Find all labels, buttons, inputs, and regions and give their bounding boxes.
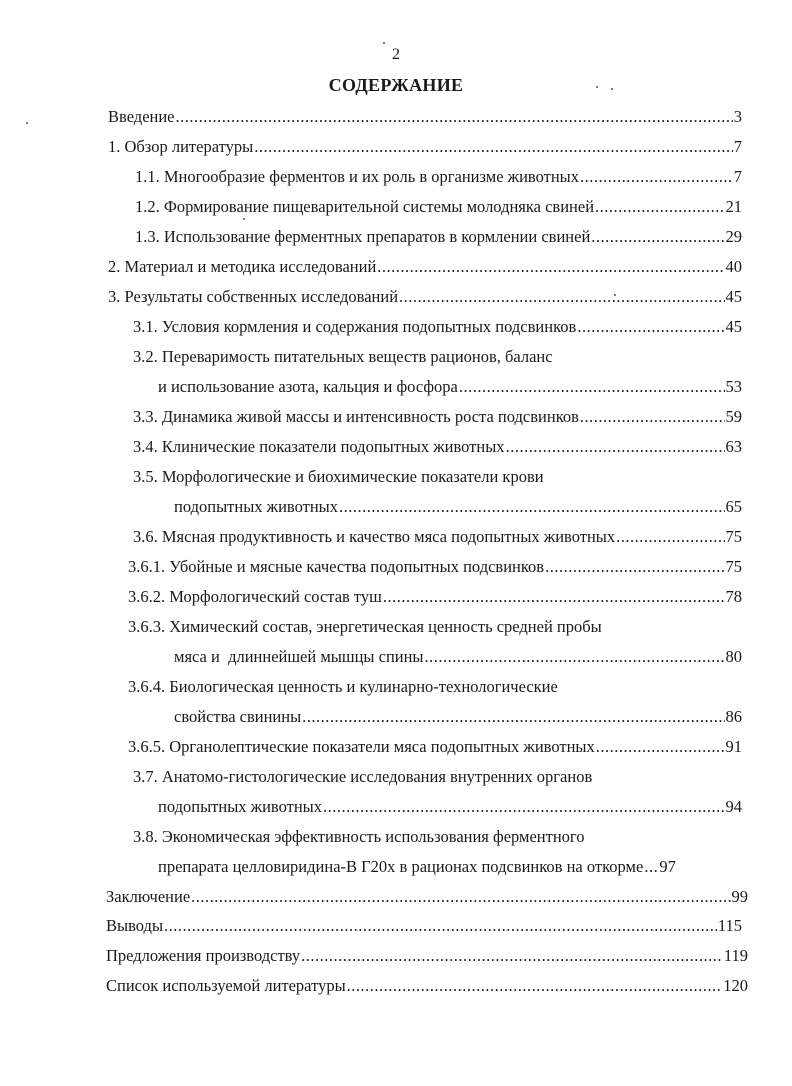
toc-entry-text: 3.1. Условия кормления и содержания подопытных подсвинков (133, 317, 577, 336)
toc-leader-dots (302, 706, 724, 728)
toc-entry-page: 99 (731, 887, 748, 906)
toc-entry (106, 886, 748, 908)
toc-entry-page: 45 (725, 287, 742, 306)
toc-entry-text: 3.6.1. Убойные и мясные качества подопытных подсвинков (128, 557, 545, 576)
toc-leader-dots (399, 286, 724, 308)
toc-entry-page: 86 (725, 707, 742, 726)
toc-entry-page: 120 (723, 976, 748, 995)
scan-speck (243, 218, 245, 220)
toc-entry-page: 91 (725, 737, 742, 756)
toc-leader-dots (377, 256, 724, 278)
toc-entry (128, 616, 742, 638)
toc-entry-text: подопытных животных (174, 497, 338, 516)
toc-entry-page: 75 (725, 527, 742, 546)
toc-entry (174, 706, 742, 728)
toc-leader-dots (301, 945, 723, 967)
toc-entry-page: 75 (725, 557, 742, 576)
toc-entry-page: 78 (725, 587, 742, 606)
toc-entry-page: 45 (725, 317, 742, 336)
toc-entry-text: 1. Обзор литературы (108, 137, 254, 156)
toc-leader-dots (254, 136, 733, 158)
page-title: СОДЕРЖАНИЕ (328, 75, 464, 95)
toc-entry (108, 136, 742, 158)
toc-leader-dots (347, 975, 723, 997)
toc-leader-dots (176, 106, 733, 128)
toc-entry (133, 766, 742, 788)
toc-entry-text: 3.5. Морфологические и биохимические показатели крови (133, 467, 544, 486)
toc-entry-page: 65 (725, 497, 742, 516)
toc-entry-text: 3.6.3. Химический состав, энергетическая ценность средней пробы (128, 617, 602, 636)
toc-entry-text: 3.8. Экономическая эффективность использования ферментного (133, 827, 585, 846)
toc-leader-dots (339, 496, 725, 518)
toc-leader-dots (616, 526, 724, 548)
toc-entry-page: 29 (725, 227, 742, 246)
toc-entry-text: и использование азота, кальция и фосфора (158, 377, 458, 396)
toc-entry (133, 436, 742, 458)
toc-leader-dots (596, 736, 725, 758)
toc-entry-text: 3.3. Динамика живой массы и интенсивность роста подсвинков (133, 407, 579, 426)
toc-entry-text: подопытных животных (158, 797, 322, 816)
toc-entry (128, 586, 742, 608)
toc-entry-text: 3.6.5. Органолептические показатели мяса подопытных животных (128, 737, 595, 756)
toc-entry-text: препарата целловиридина-В Г20х в рационах подсвинков на откорме (158, 857, 644, 876)
toc-leader-dots (595, 196, 724, 218)
toc-entry-text: 3.2. Переваримость питательных веществ рационов, баланс (133, 347, 553, 366)
toc-entry-page: 59 (725, 407, 742, 426)
toc-entry-text: 3.6.4. Биологическая ценность и кулинарно-технологические (128, 677, 558, 696)
toc-entry (106, 915, 742, 937)
toc-entry-page: 97 (659, 857, 676, 876)
toc-entry (158, 796, 742, 818)
toc-entry-text: Список используемой литературы (106, 976, 346, 995)
toc-entry-text: 3. Результаты собственных исследований (108, 287, 399, 306)
scan-speck (614, 294, 616, 296)
toc-entry (133, 466, 742, 488)
toc-entry (158, 856, 742, 878)
toc-entry-text: Введение (108, 107, 175, 126)
toc-entry (135, 196, 742, 218)
toc-entry (133, 346, 742, 368)
toc-entry-page: 3 (733, 107, 742, 126)
toc-entry (128, 736, 742, 758)
toc-entry (174, 496, 742, 518)
scan-speck (611, 88, 613, 90)
toc-leader-dots (383, 586, 725, 608)
toc-entry-text: Заключение (106, 887, 191, 906)
toc-entry (108, 286, 742, 308)
toc-entry-page: 94 (725, 797, 742, 816)
scan-speck (26, 122, 28, 124)
toc-entry-text: Предложения производству (106, 946, 301, 965)
scan-speck (596, 86, 598, 88)
scan-speck (383, 42, 385, 44)
toc-leader-dots (644, 856, 658, 878)
toc-entry (128, 676, 742, 698)
toc-entry (108, 256, 742, 278)
toc-entry-page: 115 (717, 916, 742, 935)
toc-entry (133, 316, 742, 338)
toc-entry (106, 975, 748, 997)
toc-entry-page: 53 (725, 377, 742, 396)
toc-entry-text: 1.3. Использование ферментных препаратов в кормлении свиней (135, 227, 591, 246)
toc-entry-page: 63 (725, 437, 742, 456)
toc-entry (158, 376, 742, 398)
toc-entry (174, 646, 742, 668)
toc-entry (135, 226, 742, 248)
toc-leader-dots (459, 376, 725, 398)
toc-entry (133, 826, 742, 848)
toc-leader-dots (191, 886, 730, 908)
toc-leader-dots (577, 316, 724, 338)
toc-entry-text: 3.6.2. Морфологический состав туш (128, 587, 382, 606)
toc-leader-dots (545, 556, 724, 578)
toc-entry-text: 1.1. Многообразие ферментов и их роль в организме животных (135, 167, 580, 186)
toc-entry-page: 7 (733, 137, 742, 156)
toc-entry (106, 945, 748, 967)
toc-entry-page: 119 (723, 946, 748, 965)
toc-entry-text: 3.4. Клинические показатели подопытных животных (133, 437, 505, 456)
toc-entry (108, 106, 742, 128)
toc-entry-text: 2. Материал и методика исследований (108, 257, 377, 276)
toc-leader-dots (580, 406, 725, 428)
toc-leader-dots (580, 166, 733, 188)
toc-entry-text: 1.2. Формирование пищеварительной системы молодняка свиней (135, 197, 595, 216)
toc-leader-dots (506, 436, 725, 458)
toc-leader-dots (164, 915, 717, 937)
toc-leader-dots (591, 226, 724, 248)
toc-entry (133, 526, 742, 548)
toc-entry-page: 7 (733, 167, 742, 186)
toc-entry-text: 3.6. Мясная продуктивность и качество мяса подопытных животных (133, 527, 616, 546)
toc-entry-text: мяса и длиннейшей мышцы спины (174, 647, 424, 666)
toc-entry-text: Выводы (106, 916, 164, 935)
toc-entry-text: 3.7. Анатомо-гистологические исследования внутренних органов (133, 767, 593, 786)
page-number: 2 (392, 46, 400, 63)
toc-leader-dots (323, 796, 725, 818)
toc-entry (128, 556, 742, 578)
toc-entry-page: 21 (725, 197, 742, 216)
toc-entry-page: 80 (725, 647, 742, 666)
toc-entry (135, 166, 742, 188)
toc-entry-page: 40 (725, 257, 742, 276)
toc-entry (133, 406, 742, 428)
toc-leader-dots (425, 646, 725, 668)
toc-entry-text: свойства свинины (174, 707, 302, 726)
